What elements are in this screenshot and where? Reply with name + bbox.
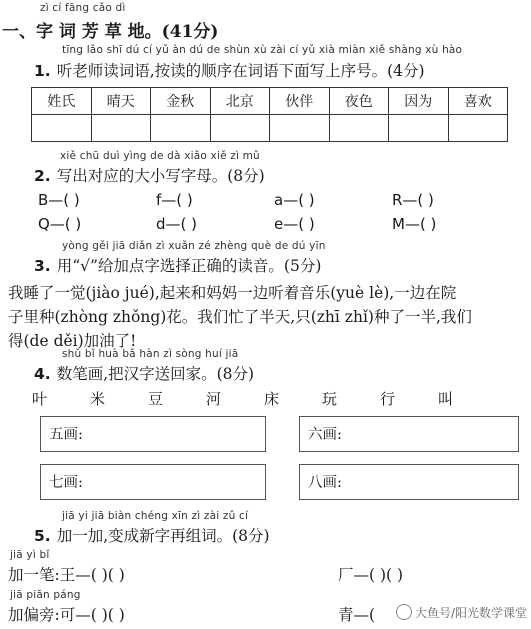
hanzi: 叶 xyxy=(32,390,48,408)
hanzi: 玩 xyxy=(322,390,338,408)
letter-pair[interactable]: B—( ) xyxy=(38,191,80,209)
box-five-strokes[interactable]: 五画: xyxy=(40,416,266,452)
q4-text: 数笔画,把汉字送回家。(8分) xyxy=(56,365,255,383)
box-six-strokes[interactable]: 六画: xyxy=(299,416,519,452)
word-cell: 北京 xyxy=(210,88,270,115)
answer-cell[interactable] xyxy=(32,115,92,142)
q5-sub2-pinyin: jiā piān páng xyxy=(10,589,81,601)
word-cell: 姓氏 xyxy=(32,88,92,115)
letter-pair[interactable]: a—( ) xyxy=(274,191,315,209)
q5-number: 5. xyxy=(34,527,51,545)
q3-passage-line-3: 得(de děi)加油了! xyxy=(8,332,137,350)
section-pinyin: zì cí fāng cǎo dì xyxy=(40,2,126,14)
word-cell: 因为 xyxy=(389,88,449,115)
word-cell: 晴天 xyxy=(91,88,151,115)
q2-number: 2. xyxy=(34,167,51,185)
hanzi: 米 xyxy=(90,390,106,408)
q2-text: 写出对应的大小写字母。(8分) xyxy=(56,167,265,185)
q3-pinyin: yòng gěi jiā diǎn zì xuǎn zé zhèng què de dú yīn xyxy=(62,240,326,252)
fish-logo-icon xyxy=(396,604,412,620)
hanzi: 叫 xyxy=(438,390,454,408)
q1-prompt xyxy=(34,59,425,81)
q5-sub1-pinyin: jiā yì bǐ xyxy=(10,549,50,561)
q1-answer-row xyxy=(32,115,508,142)
answer-cell[interactable] xyxy=(329,115,389,142)
letter-pair[interactable]: e—( ) xyxy=(274,215,315,233)
box-eight-strokes[interactable]: 八画: xyxy=(299,464,519,500)
hanzi: 豆 xyxy=(148,390,164,408)
q5-sub1[interactable]: 加一笔:王—( )( ) xyxy=(8,566,125,584)
q2-pinyin: xiě chū duì yìng de dà xiǎo xiě zì mǔ xyxy=(60,150,260,162)
letter-pair[interactable]: Q—( ) xyxy=(38,215,82,233)
q5-sub2b[interactable]: 青—( xyxy=(338,606,376,624)
q1-number: 1. xyxy=(34,62,51,80)
q4-number: 4. xyxy=(34,365,51,383)
q2-prompt xyxy=(34,164,265,186)
q1-text: 听老师读词语,按读的顺序在词语下面写上序号。(4分) xyxy=(56,62,425,80)
q5-prompt xyxy=(34,524,270,546)
q1-word-table xyxy=(31,87,508,142)
answer-cell[interactable] xyxy=(389,115,449,142)
q5-pinyin: jiā yi jiā biàn chéng xīn zì zài zǔ cí xyxy=(62,510,249,522)
answer-cell[interactable] xyxy=(448,115,508,142)
word-cell: 伙伴 xyxy=(270,88,330,115)
q5-sub2[interactable]: 加偏旁:可—( )( ) xyxy=(8,606,125,624)
word-cell: 金秋 xyxy=(151,88,211,115)
section-title: 一、字 词 芳 草 地。(41分) xyxy=(2,22,219,42)
q5-text: 加一加,变成新字再组词。(8分) xyxy=(56,527,270,545)
q1-pinyin: tīng lǎo shī dú cí yǔ àn dú de shùn xù zài cí yǔ xià miàn xiě shàng xù hào xyxy=(62,44,463,56)
q4-pinyin: shǔ bǐ huà bǎ hàn zì sòng huí jiā xyxy=(62,348,239,360)
word-cell: 喜欢 xyxy=(448,88,508,115)
q3-passage-line-2: 子里种(zhòng zhǒng)花。我们忙了半天,只(zhī zhǐ)种了一半,我们 xyxy=(8,308,472,326)
letter-pair[interactable]: f—( ) xyxy=(156,191,193,209)
q2-row-2 xyxy=(38,215,510,233)
word-cell: 夜色 xyxy=(329,88,389,115)
q1-word-row xyxy=(32,88,508,115)
box-seven-strokes[interactable]: 七画: xyxy=(40,464,266,500)
watermark-text: 大鱼号/阳光数学课堂 xyxy=(414,606,527,620)
watermark xyxy=(396,604,527,621)
q4-prompt xyxy=(34,362,254,384)
answer-cell[interactable] xyxy=(210,115,270,142)
q3-number: 3. xyxy=(34,257,51,275)
letter-pair[interactable]: d—( ) xyxy=(156,215,197,233)
answer-cell[interactable] xyxy=(270,115,330,142)
answer-cell[interactable] xyxy=(151,115,211,142)
letter-pair[interactable]: R—( ) xyxy=(392,191,434,209)
q2-row-1 xyxy=(38,191,510,209)
answer-cell[interactable] xyxy=(91,115,151,142)
letter-pair[interactable]: M—( ) xyxy=(392,215,437,233)
q5-sub1b[interactable]: 厂—( )( ) xyxy=(338,566,404,584)
hanzi: 河 xyxy=(206,390,222,408)
q3-passage-line-1: 我睡了一觉(jiào jué),起来和妈妈一边听着音乐(yuè lè),一边在院 xyxy=(8,284,457,302)
q4-character-list xyxy=(32,388,496,409)
hanzi: 行 xyxy=(380,390,396,408)
q3-text: 用“√”给加点字选择正确的读音。(5分) xyxy=(56,257,322,275)
q3-prompt xyxy=(34,254,321,276)
hanzi: 床 xyxy=(264,390,280,408)
